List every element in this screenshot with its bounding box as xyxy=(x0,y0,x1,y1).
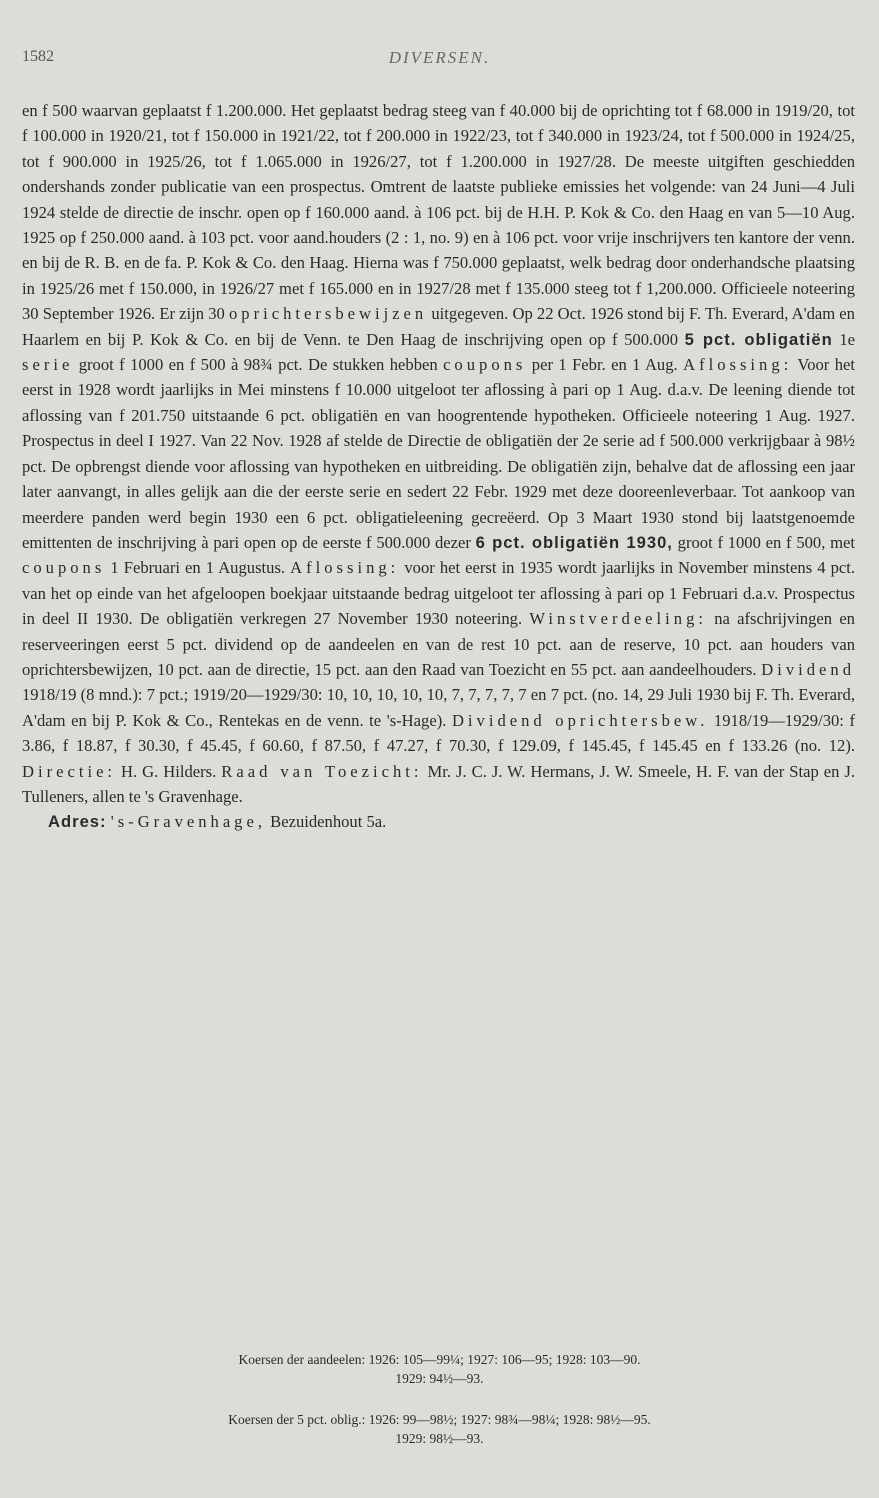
body-text xyxy=(22,98,855,835)
main-paragraph xyxy=(22,98,855,809)
page-header xyxy=(22,48,857,72)
spaced-term: Aflossing: xyxy=(290,558,400,578)
text-segment: Voor het eerst in 1928 wordt jaarlijks in Mei minstens f 10.000 uitgeloot ter aflossing à pari op 1 Aug. d.a.v. De leening diende tot aflossing van f 201.750 uitstaande 6 pct. obligatiën en van hoogrentende hypotheken. Officieele noteering 1 Aug. 1927. Prospectus in deel I 1927. Van 22 Nov. 1928 af stelde de Directie de obligatiën der 2e serie ad f 500.000 verkrijgbaar à 98½ pct. De opbrengst diende voor aflossing van hypotheken en uitbreiding. De obligatiën zijn, behalve dat de aflossing een jaar later aanvangt, in alles gelijk aan die der eerste serie en sedert 22 Febr. 1929 met deze dooreenleverbaar. Tot aankoop van meerdere panden werd begin 1930 een 6 pct. obligatieleening gecreëerd. Op 3 Maart 1930 stond bij laatstgenoemde emittenten de inschrijving à pari open op de eerste f 500.000 dezer xyxy=(22,355,855,552)
spaced-term: Dividend oprichtersbew. xyxy=(451,710,709,730)
page-number: 1582 xyxy=(22,48,54,65)
koersen-obligaties xyxy=(0,1410,879,1448)
koersen-line: 1929: 94½—93. xyxy=(395,1371,484,1386)
bond-heading: 6 pct. obligatiën 1930, xyxy=(475,532,673,552)
text-segment: 1918/19—1929/30: f 3.86, f 18.87, f 30.30, f 45.45, f 60.60, f 87.50, f 47.27, f 70.30, f 129.09, f 145.45, f 145.45 en f 133.26 (no. 12). xyxy=(22,710,855,756)
bond-heading: 5 pct. obligatiën xyxy=(684,329,833,349)
text-segment: per 1 Febr. en 1 Aug. xyxy=(531,355,678,375)
text-segment: uitgegeven. Op 22 Oct. 1926 stond bij F. Th. Everard, A'dam en Haarlem en bij P. Kok & Co. en bij de Venn. te Den Haag de inschrijving open op f 500.000 xyxy=(22,304,855,349)
text-segment: 1918/19 (8 mnd.): 7 pct.; 1919/20—1929/30: 10, 10, 10, 10, 10, 7, 7, 7, 7, 7 en 7 pct. (no. 14, 29 Juli 1930 bij F. Th. Everard, A'dam en bij P. Kok & Co., Rentekas en de venn. te 's-Hage). xyxy=(22,685,855,730)
text-segment: groot f 1000 en f 500 à 98¾ pct. De stukken hebben xyxy=(78,355,438,375)
address-label: Adres: xyxy=(48,812,107,832)
address-line xyxy=(48,809,855,834)
text-segment: voor het eerst in 1935 wordt jaarlijks in November minstens 4 pct. van het op einde van het afgeloopen boekjaar uitstaande bedrag uitgeloot ter aflossing à pari op 1 Februari d.a.v. Prospectus in deel II 1930. De obligatiën verkregen 27 November 1930 noteering. xyxy=(22,558,856,629)
text-segment: na afschrijvingen en reserveeringen eerst 5 pct. dividend op de aandeelen en van de rest 10 pct. aan de reserve, 10 pct. aan houders van oprichtersbewijzen, 10 pct. aan de directie, 15 pct. aan den Raad van Toezicht en 55 pct. aan aandeelhouders. xyxy=(22,609,855,679)
text-segment: Mr. J. C. J. W. Hermans, J. W. Smeele, H. F. van der Stap en J. Tulleners, allen te 's Gravenhage. xyxy=(22,761,856,806)
spaced-term: Dividend xyxy=(761,659,855,679)
spaced-term: coupons xyxy=(443,355,527,375)
spaced-term: coupons xyxy=(22,558,106,578)
running-title: DIVERSEN. xyxy=(388,48,491,67)
text-segment: groot f 1000 en f 500, met xyxy=(677,532,855,552)
address-city: 's-Gravenhage, xyxy=(110,812,266,832)
koersen-aandeelen xyxy=(0,1350,879,1388)
text-segment: 1e xyxy=(839,329,855,349)
spaced-term: Directie: xyxy=(22,761,117,781)
koersen-line: Koersen der 5 pct. oblig.: 1926: 99—98½; 1927: 98¾—98¼; 1928: 98½—95. xyxy=(228,1412,651,1427)
koersen-line: 1929: 98½—93. xyxy=(395,1431,484,1446)
spaced-term: Raad van Toezicht: xyxy=(221,761,423,781)
spaced-term: serie xyxy=(22,355,74,375)
spaced-term: oprichtersbewijzen xyxy=(228,304,428,324)
koersen-line: Koersen der aandeelen: 1926: 105—99¼; 1927: 106—95; 1928: 103—90. xyxy=(238,1352,641,1367)
spaced-term: Winstverdeeling: xyxy=(529,609,707,629)
text-segment: 1 Februari en 1 Augustus. xyxy=(110,558,286,578)
spaced-term: Aflossing: xyxy=(683,355,793,375)
text-segment: en f 500 waarvan geplaatst f 1.200.000. Het geplaatst bedrag steeg van f 40.000 bij de oprichting tot f 68.000 in 1919/20, tot f 100.000 in 1920/21, tot f 150.000 in 1921/22, tot f 200.000 in 1922/23, tot f 340.000 in 1923/24, tot f 500.000 in 1924/25, tot f 900.000 in 1925/26, tot f 1.065.000 in 1926/27, tot f 1.200.000 in 1927/28. De meeste uitgiften geschiedden ondershands zonder publicatie van een prospectus. Omtrent de laatste publieke emissies het volgende: van 24 Juni—4 Juli 1924 stelde de directie de inschr. open op f 160.000 aand. à 106 pct. bij de H.H. P. Kok & Co. den Haag en van 5—10 Aug. 1925 op f 250.000 aand. à 103 pct. voor aand.houders (2 : 1, no. 9) en à 106 pct. voor vrije inschrijvers ten kantore der venn. en bij de R. B. en de fa. P. Kok & Co. den Haag. Hierna was f 750.000 geplaatst, welk bedrag door onderhandsche plaatsing in 1925/26 met f 150.000, in 1926/27 met f 165.000 en in 1927/28 met f 135.000 steeg tot f 1,200.000. Officieele noteering 30 September 1926. Er zijn 30 xyxy=(22,101,855,324)
address-street: Bezuidenhout 5a. xyxy=(270,812,387,832)
text-segment: H. G. Hilders. xyxy=(121,761,217,781)
